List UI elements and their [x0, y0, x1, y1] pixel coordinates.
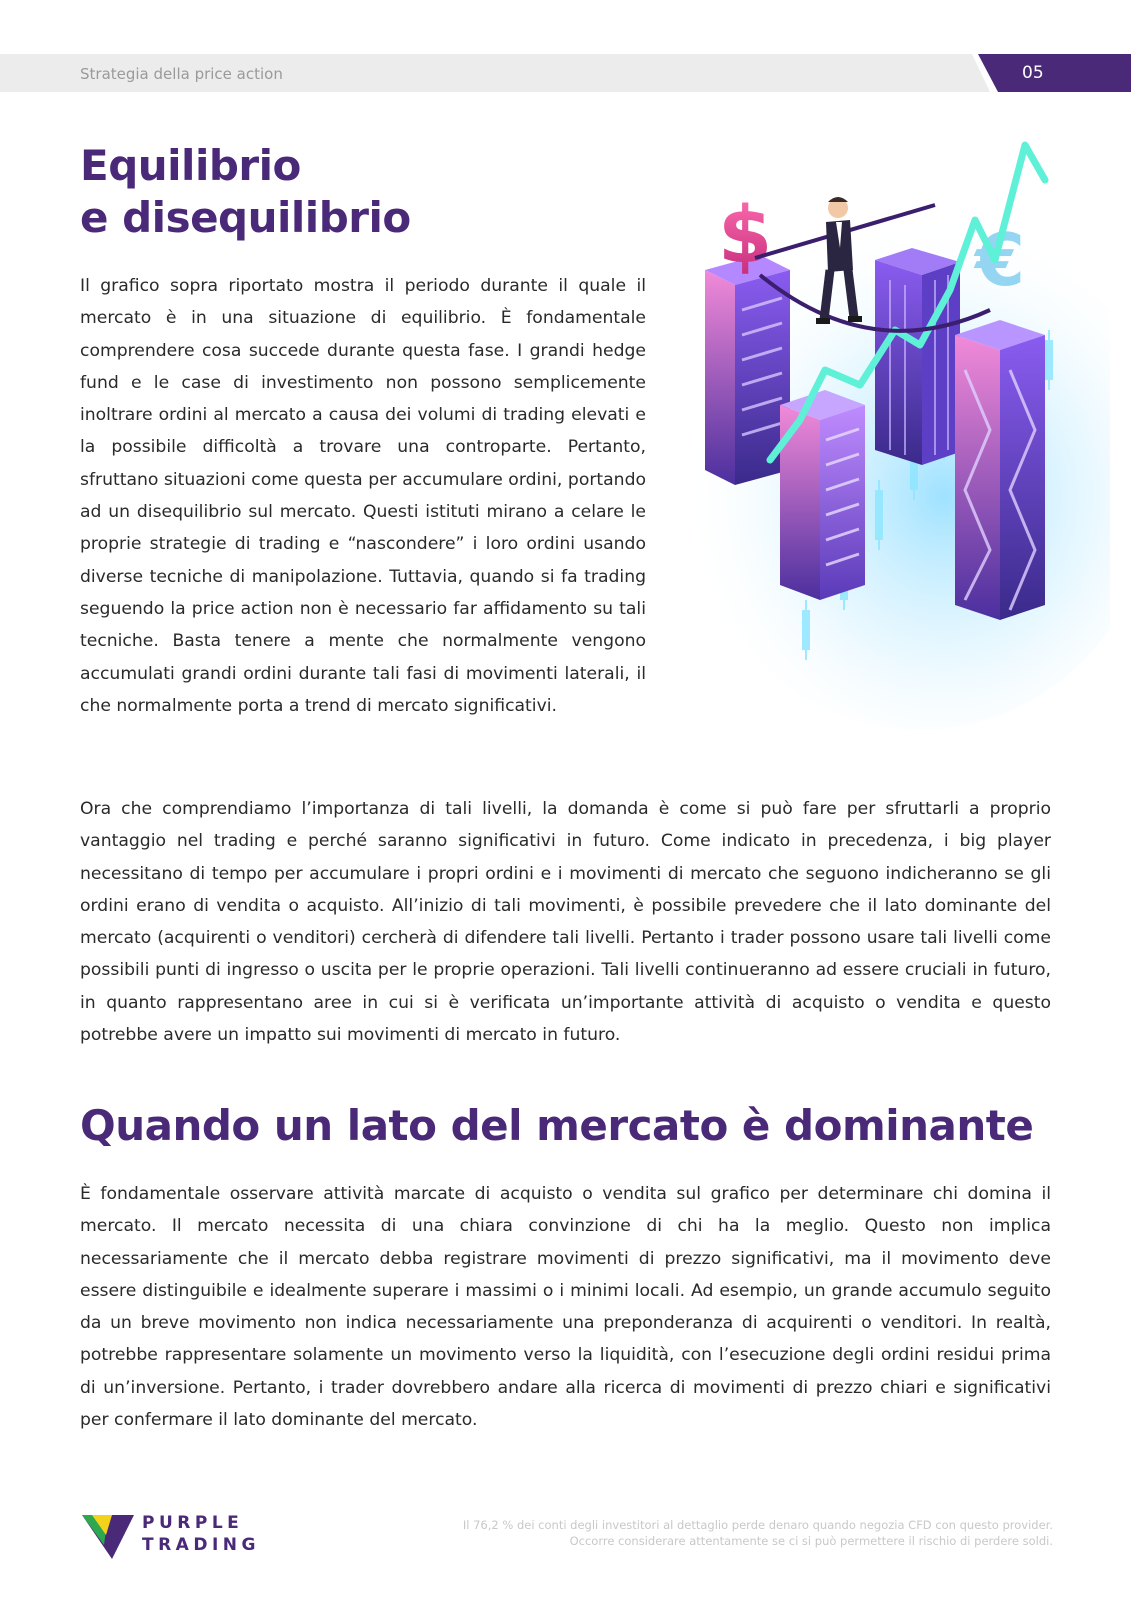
building-back [875, 248, 960, 465]
euro-symbol: € [975, 218, 1026, 302]
disclaimer-line-2: Occorre considerare attentamente se ci si può permettere il rischio di perdere soldi. [569, 1534, 1053, 1548]
title-line-1: Equilibrio [80, 141, 301, 190]
building-right [955, 320, 1045, 620]
paragraph-livelli: Ora che comprendiamo l’importanza di tali livelli, la domanda è come si può fare per sfruttarli a proprio vantaggio nel trading e perché saranno significativi in futuro. Come indicato in precedenza, i big player necessitano di tempo per accumulare i propri ordini e i movimenti di mercato che seguono indicheranno se gli ordini erano di vendita o acquisto. All’inizio di tali movimenti, è possibile prevedere che il lato dominante del mercato (acquirenti o venditori) cercherà di difendere tali livelli. Pertanto i trader possono usare tali livelli come possibili punti di ingresso o uscita per le proprie operazioni. Tali livelli continueranno ad essere cruciali in futuro, in quanto rappresentano aree in cui si è verificata un’importante attività di acquisto o vendita e questo potrebbe avere un impatto sui movimenti di mercato in futuro. [80, 799, 1051, 1046]
logo-line-1: PURPLE [142, 1513, 244, 1533]
paragraph-dominante: È fondamentale osservare attività marcate di acquisto o vendita sul grafico per determinare chi domina il mercato. Il mercato necessita di una chiara convinzione di chi ha la meglio. Questo non implica necessariamente che il mercato debba registrare movimenti di prezzo significativi, ma il movimento deve essere distinguibile e idealmente superare i massimi o i minimi locali. Ad esempio, un grande accumulo seguito da un breve movimento non indica necessariamente una preponderanza di acquirenti o venditori. In realtà, potrebbe rappresentare solamente un movimento verso la liquidità, con l’esecuzione degli ordini residui prima di un’inversione. Pertanto, i trader dovrebbero andare alla ricerca di movimenti di prezzo chiari e significativi per confermare il lato dominante del mercato. [80, 1184, 1051, 1431]
building-middle [780, 390, 865, 600]
disclaimer-line-1: Il 76,2 % dei conti degli investitori al dettaglio perde denaro quando negozia CFD con questo provider. [462, 1518, 1053, 1532]
page-number: 05 [1022, 63, 1044, 83]
logo-line-2: TRADING [142, 1535, 260, 1555]
purple-trading-logo-text [142, 1512, 260, 1556]
city-tightrope-illustration [650, 130, 1110, 730]
page-number-tab [978, 54, 1131, 92]
paragraph-equilibrio: Il grafico sopra riportato mostra il periodo durante il quale il mercato è in una situazione di equilibrio. È fondamentale comprendere cosa succede durante questa fase. I grandi hedge fund e le case di investimento non possono semplicemente inoltrare ordini al mercato a causa dei volumi di trading elevati e la possibile difficoltà a trovare una controparte. Pertanto, sfruttano situazioni come questa per accumulare ordini, portando ad un disequilibrio sul mercato. Questi istituti mirano a celare le proprie strategie di trading e “nascondere” i loro ordini usando diverse tecniche di manipolazione. Tuttavia, quando si fa trading seguendo la price action non è necessario far affidamento su tali tecniche. Basta tenere a mente che normalmente vengono accumulati grandi ordini durante tali fasi di movimenti laterali, il che normalmente porta a trend di mercato significativi. [80, 276, 646, 716]
risk-disclaimer [353, 1517, 1053, 1549]
purple-trading-logo-icon [82, 1515, 134, 1559]
dollar-symbol: $ [718, 191, 773, 281]
section-title-dominante: Quando un lato del mercato è dominante [80, 1101, 1034, 1150]
section-title-equilibrio [80, 140, 411, 244]
title-line-2: e disequilibrio [80, 193, 411, 242]
section-header-title: Strategia della price action [80, 65, 283, 83]
